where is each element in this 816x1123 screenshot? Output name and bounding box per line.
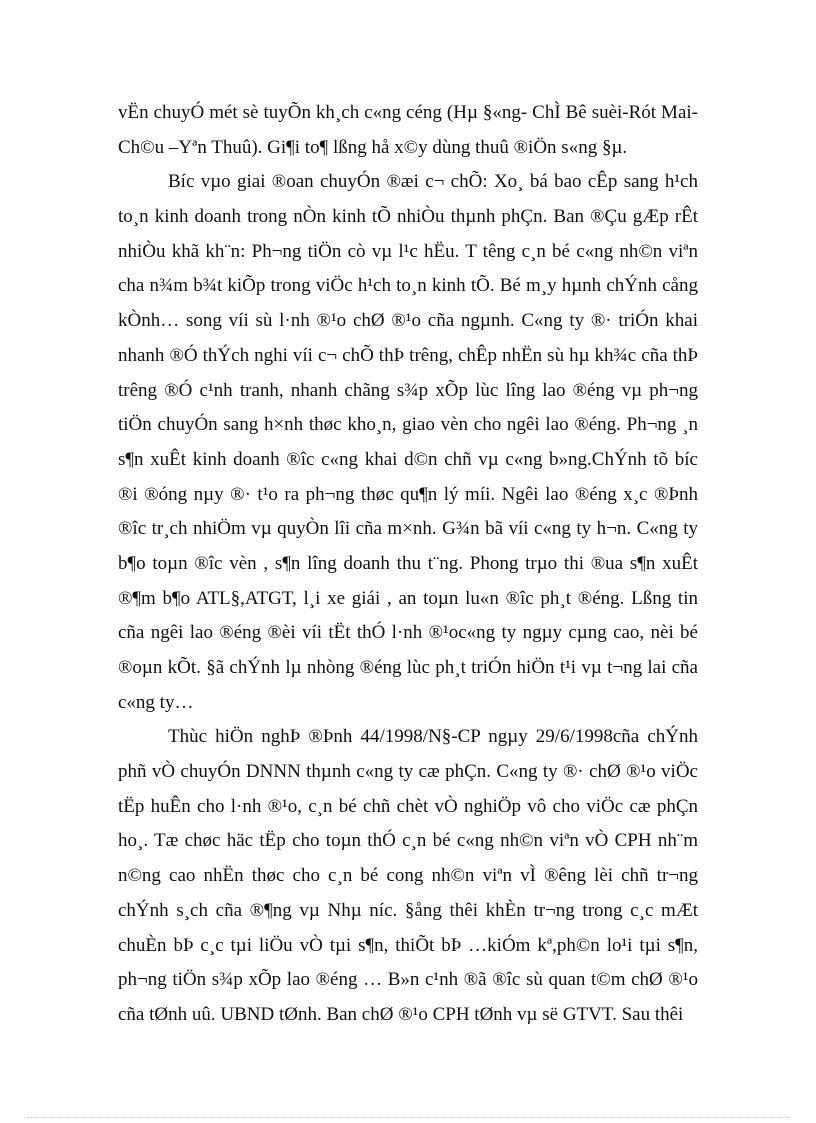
text-line: b¶o toµn ®îc vèn , s¶n lîng doanh thu t¨ng. Phong trµo thi ®ua s¶n xuÊt [118, 552, 698, 574]
text-line: ®i ®óng nµy ®· t¹o ra ph¬ng thøc qu¶n lý míi. Ngêi lao ®éng x¸c ®Þnh [118, 483, 698, 505]
text-line: cña tØnh uû. UBND tØnh. Ban chØ ®¹o CPH tØnh vµ së GTVT. Sau thêi [118, 1003, 684, 1025]
text-line: nhiÒu khã kh¨n: Ph¬ng tiÖn cò vµ l¹c hËu. T têng c¸n bé c«ng nh©n viªn [118, 240, 698, 262]
text-line: ph¬ng tiÖn s¾p xÕp lao ®éng … B»n c¹nh ®ã ®îc sù quan t©m chØ ®¹o [118, 969, 698, 991]
text-line: ho¸. Tæ chøc häc tËp cho toµn thÓ c¸n bé c«ng nh©n viªn vÒ CPH nh¨m [118, 830, 698, 852]
text-line: Thùc hiÖn nghÞ ®Þnh 44/1998/N§-CP ngµy 29/6/1998cña chÝnh [168, 726, 698, 748]
page-bottom-divider [28, 1117, 788, 1118]
text-line: cha n¾m b¾t kiÕp trong viÖc h¹ch to¸n kinh tÕ. Bé m¸y hµnh chÝnh cång [118, 275, 698, 297]
text-line: chuÈn bÞ c¸c tµi liÖu vÒ tµi s¶n, thiÕt bÞ …kiÓm kª,ph©n lo¹i tµi s¶n, [118, 934, 698, 956]
text-line: cña ngêi lao ®éng ®èi víi tËt thÓ l·nh ®¹oc«ng ty ngµy cµng cao, nèi bé [118, 622, 698, 644]
text-line: n©ng cao nhËn thøc cho c¸n bé cong nh©n viªn vÌ ®êng lèi chñ tr¬ng [118, 865, 698, 887]
text-line: tiÖn chuyÓn sang h×nh thøc kho¸n, giao vèn cho ngêi lao ®éng. Ph¬ng ¸n [118, 414, 698, 436]
text-line: Ch©u –Yªn Thuû). Gi¶i to¶ lßng hå x©y dùng thuû ®iÖn s«ng §µ. [118, 136, 628, 158]
text-line: ®oµn kÕt. §ã chÝnh lµ nhòng ®éng lùc ph¸t triÓn hiÖn t¹i vµ t¬ng lai cña [118, 657, 698, 678]
paragraph [118, 165, 698, 720]
text-line: vËn chuyÓ mét sè tuyÕn kh¸ch c«ng céng (Hµ §«ng- ChÌ Bê suèi-Rót Mai- [118, 102, 698, 123]
text-line: tËp huÊn cho l·nh ®¹o, c¸n bé chñ chèt vÒ nghiÖp vô cho viÖc cæ phÇn [118, 795, 698, 817]
paragraph [118, 96, 698, 165]
text-line: c«ng ty… [118, 691, 194, 713]
text-line: kÒnh… song víi sù l·nh ®¹o chØ ®¹o cña ngµnh. C«ng ty ®· triÓn khai [118, 310, 698, 332]
text-line: s¶n xuÊt kinh doanh ®îc c«ng khai d©n chñ vµ c«ng b»ng.ChÝnh tõ bíc [118, 448, 698, 470]
text-line: chÝnh s¸ch cña ®¶ng vµ Nhµ níc. §ång thêi khÈn tr¬ng trong c¸c mÆt [118, 899, 698, 921]
text-line: trêng ®Ó c¹nh tranh, nhanh chãng s¾p xÕp lùc lîng lao ®éng vµ ph¬ng [118, 379, 698, 401]
text-line: phñ vÒ chuyÓn DNNN thµnh c«ng ty cæ phÇn. C«ng ty ®· chØ ®¹o viÖc [118, 761, 698, 783]
text-line: ®¶m b¶o ATL§,ATGT, l¸i xe giái , an toµn lu«n ®îc ph¸t ®éng. Lßng tin [118, 587, 698, 609]
paragraph [118, 720, 698, 1032]
text-line: to¸n kinh doanh trong nÒn kinh tÕ nhiÒu thµnh phÇn. Ban ®Çu gÆp rÊt [118, 206, 698, 228]
text-line: ®îc tr¸ch nhiÖm vµ quyÒn lîi cña m×nh. G¾n bã víi c«ng ty h¬n. C«ng ty [118, 518, 698, 540]
text-line: Bíc vµo giai ®oan chuyÓn ®æi c¬ chÕ: Xo¸ bá bao cÊp sang h¹ch [168, 171, 698, 193]
body-text [118, 96, 698, 1033]
text-line: nhanh ®Ó thÝch nghi víi c¬ chÕ thÞ trêng, chÊp nhËn sù hµ kh¾c cña thÞ [118, 344, 698, 366]
